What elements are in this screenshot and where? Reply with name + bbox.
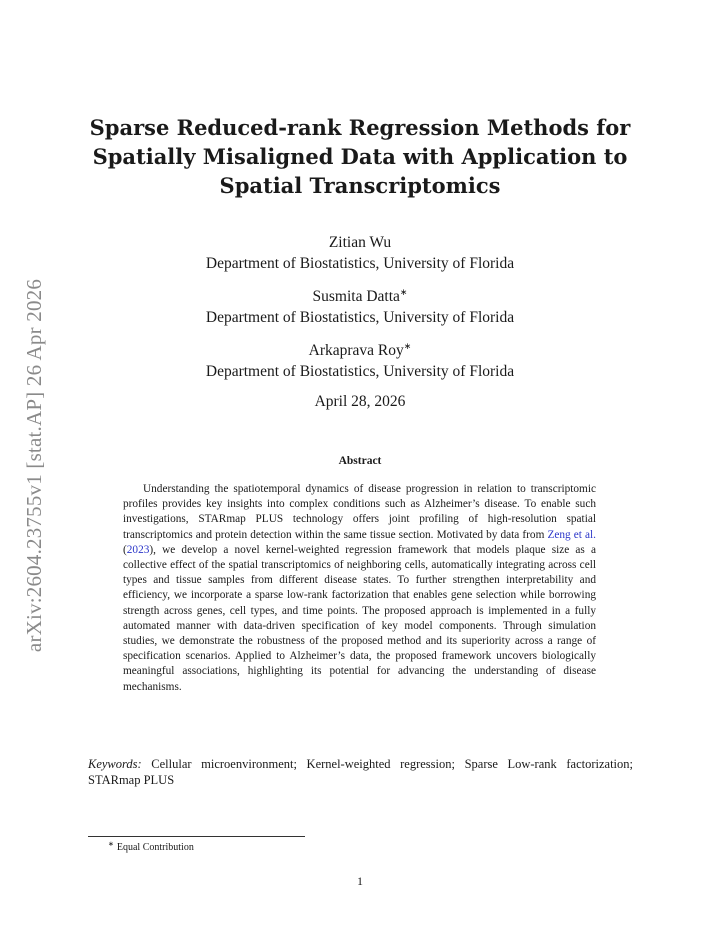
author-name-line <box>80 282 640 307</box>
citation-open-paren: ( <box>123 543 127 556</box>
abstract-text-part-2: , we develop a novel kernel-weighted regression framework that models plaque size as a collective effect of the spatial transcriptomics of neighboring cells, automatically integrating across cell types and tissue samples from different disease states. To further strengthen interpretability and efficiency, we incorporate a sparse low-rank factorization that enables gene selection while borrowing strength across genes, cell types, and time points. The proposed approach is implemented in a fully automated manner with data-driven specification of key model components. Through simulation studies, we demonstrate the robustness of the proposed method and its superiority across a range of specification scenarios. Applied to Alzheimer’s data, the proposed framework uncovers biologically meaningful associations, highlighting its potential for advancing the understanding of disease mechanisms. <box>123 543 596 693</box>
author-marker: ∗ <box>403 341 412 351</box>
keywords-label: Keywords: <box>88 757 142 771</box>
abstract-heading: Abstract <box>338 455 382 467</box>
keywords-line <box>88 756 633 788</box>
page-number: 1 <box>357 874 363 888</box>
arxiv-identifier-text: arXiv:2604.23755v1 [stat.AP] 26 Apr 2026 <box>22 278 47 652</box>
author-name: Arkaprava Roy <box>308 342 404 359</box>
author-block <box>80 228 640 390</box>
publication-date: April 28, 2026 <box>314 393 406 410</box>
citation-author-link[interactable]: Zeng et al. <box>547 528 596 541</box>
footnote-divider <box>88 836 305 837</box>
abstract-body <box>123 482 596 695</box>
author-name-line <box>80 336 640 361</box>
author-affiliation: Department of Biostatistics, University of Florida <box>205 363 515 380</box>
footnote-marker: ∗ <box>108 840 114 848</box>
author-marker: ∗ <box>399 287 408 297</box>
author-name-line <box>80 228 640 253</box>
abstract-text-part-1: Understanding the spatiotemporal dynamics of disease progression in relation to transcriptomic profiles provides key insights into complex conditions such as Alzheimer’s disease. To enable such investigations, STARmap PLUS technology offers joint profiling of high-resolution spatial transcriptomics and protein detection within the same tissue section. Motivated by data from <box>123 483 596 541</box>
paper-title: Sparse Reduced-rank Regression Methods for Spatially Misaligned Data with Application to Spatial Transcriptomics <box>89 115 631 198</box>
footnote-text: Equal Contribution <box>116 842 194 853</box>
citation-year-link[interactable]: 2023 <box>126 543 150 556</box>
author-name: Zitian Wu <box>328 234 392 251</box>
author-name: Susmita Datta <box>312 288 400 305</box>
author-entry <box>80 282 640 328</box>
author-entry <box>80 228 640 274</box>
author-entry <box>80 336 640 382</box>
author-affiliation: Department of Biostatistics, University of Florida <box>205 309 515 326</box>
citation-close-paren: ) <box>149 543 154 556</box>
keywords-list: Cellular microenvironment; Kernel-weighted regression; Sparse Low-rank factorization; STARmap PLUS <box>88 757 633 787</box>
arxiv-identifier-stamp <box>20 255 50 675</box>
author-affiliation: Department of Biostatistics, University of Florida <box>205 255 515 272</box>
footnote <box>108 840 194 853</box>
